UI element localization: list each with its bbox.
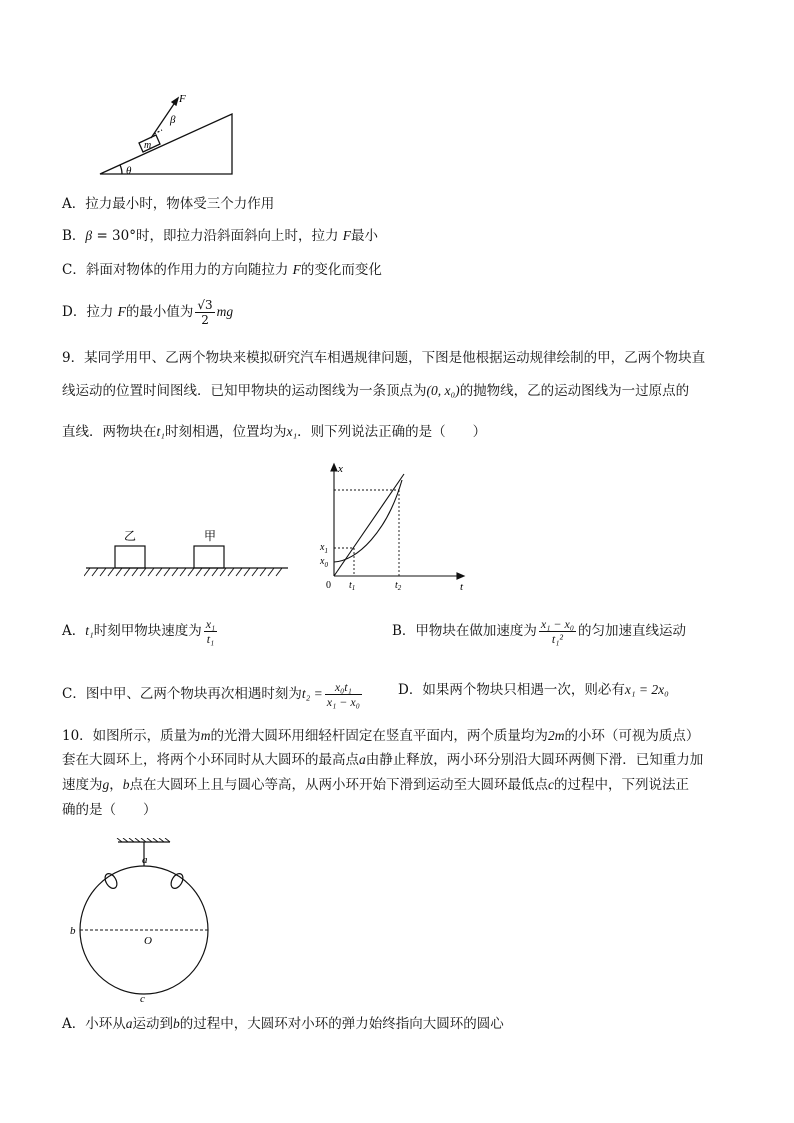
t2-label: $t_2$ [395, 580, 402, 590]
force-label: F [179, 93, 186, 105]
incline-figure [96, 88, 238, 180]
ground-hatch [268, 568, 274, 576]
q10-stem-line-3: 速度为g，b点在大圆环上且与圆心等高，从两小环开始下滑到运动至大圆环最低点c的过程中，下列说法正 [62, 777, 689, 793]
ground-hatch [124, 568, 130, 576]
q9-stem-line-2: 线运动的位置时间图线．已知甲物块的运动图线为一条顶点为(0, x₀)的抛物线，乙的运动图线为一过原点的 [62, 383, 690, 399]
q9-option-d: D．如果两个物块只相遇一次，则必有x₁ = 2x₀ [398, 682, 669, 698]
x1-label: $x_1$ [320, 542, 328, 555]
ground-hatch [204, 568, 210, 576]
mass-label: m [144, 140, 152, 151]
ground-hatch [196, 568, 202, 576]
ground-hatch [164, 568, 170, 576]
origin-label: 0 [326, 580, 331, 590]
ground-hatch [212, 568, 218, 576]
block-yi [115, 546, 145, 568]
q10-option-a: A．小环从a运动到b的过程中，大圆环对小环的弹力始终指向大圆环的圆心 [62, 1016, 504, 1032]
line-yi [334, 474, 404, 576]
xt-graph [312, 460, 468, 590]
ground-hatch [236, 568, 242, 576]
theta-label: θ [126, 165, 132, 177]
q8-option-a: A．拉力最小时，物体受三个力作用 [62, 196, 275, 212]
ground-hatch [180, 568, 186, 576]
ground-hatch [100, 568, 106, 576]
ground-hatch [188, 568, 194, 576]
point-b-label: b [70, 925, 76, 937]
ring-figure [62, 838, 222, 1004]
x-axis-label: t [460, 581, 464, 590]
ground-hatch [244, 568, 250, 576]
center-o-label: O [144, 935, 152, 947]
block-yi-label: 乙 [124, 529, 137, 543]
ground-hatch [172, 568, 178, 576]
blocks-figure [84, 518, 294, 580]
theta-arc [120, 165, 122, 174]
q10-stem-line-4: 确的是（ ） [62, 802, 157, 818]
q8-option-c: C．斜面对物体的作用力的方向随拉力 F的变化而变化 [62, 262, 382, 278]
q9-stem-line-1: 9．某同学用甲、乙两个物块来模拟研究汽车相遇规律问题，下图是他根据运动规律绘制的甲，乙两个物块直 [62, 350, 706, 366]
ground-hatch [132, 568, 138, 576]
block-jia [194, 546, 224, 568]
small-ring-right [169, 872, 186, 891]
q10-stem-line-1: 10．如图所示，质量为m的光滑大圆环用细轻杆固定在竖直平面内，两个质量均为2m的小环（可视为质点） [62, 728, 700, 744]
q9-option-c: C．图中甲、乙两个物块再次相遇时刻为t₂ = $\frac{\text{x₀t₁}}{\text{x₁ − x₀}}$ [62, 680, 360, 709]
ground-hatch [148, 568, 154, 576]
ground-hatch [220, 568, 226, 576]
t1-label: $t_1$ [349, 580, 356, 590]
ground-hatch [140, 568, 146, 576]
q8-option-d: D．拉力 F的最小值为 $\frac{√3}{2}$ mg [62, 298, 234, 327]
ground-hatch [228, 568, 234, 576]
q8-option-b: B．β = 30°时，即拉力沿斜面斜向上时，拉力 F最小 [62, 228, 379, 244]
incline-triangle [100, 114, 232, 174]
q9-option-a: A．t₁时刻甲物块速度为 $\frac{\text{x₁}}{\text{t₁}}$ [62, 617, 216, 646]
ground-hatch [92, 568, 98, 576]
ground-hatch [260, 568, 266, 576]
beta-label: β [170, 114, 176, 126]
small-ring-left [103, 872, 120, 891]
y-axis-label: x [338, 463, 343, 475]
q9-option-b: B．甲物块在做加速度为 $\frac{\text{x₁ − x₀}}{\text{t₁²}}$ 的匀加速直线运动 [392, 617, 687, 646]
ground-hatch [116, 568, 122, 576]
ground-hatch [276, 568, 282, 576]
ground-hatch [108, 568, 114, 576]
ground-hatch [84, 568, 90, 576]
q10-stem-line-2: 套在大圆环上，将两个小环同时从大圆环的最高点a由静止释放，两小环分别沿大圆环两侧下滑．已知重力加 [62, 752, 704, 768]
ground-hatch [156, 568, 162, 576]
q9-stem-line-3: 直线．两物块在t₁时刻相遇，位置均为x₁．则下列说法正确的是（ ） [62, 424, 487, 440]
block-jia-label: 甲 [204, 529, 217, 543]
point-a-label: a [142, 854, 148, 866]
x0-label: $x_0$ [320, 556, 328, 569]
point-c-label: c [140, 993, 145, 1004]
big-ring [80, 866, 208, 994]
ground-hatch [252, 568, 258, 576]
